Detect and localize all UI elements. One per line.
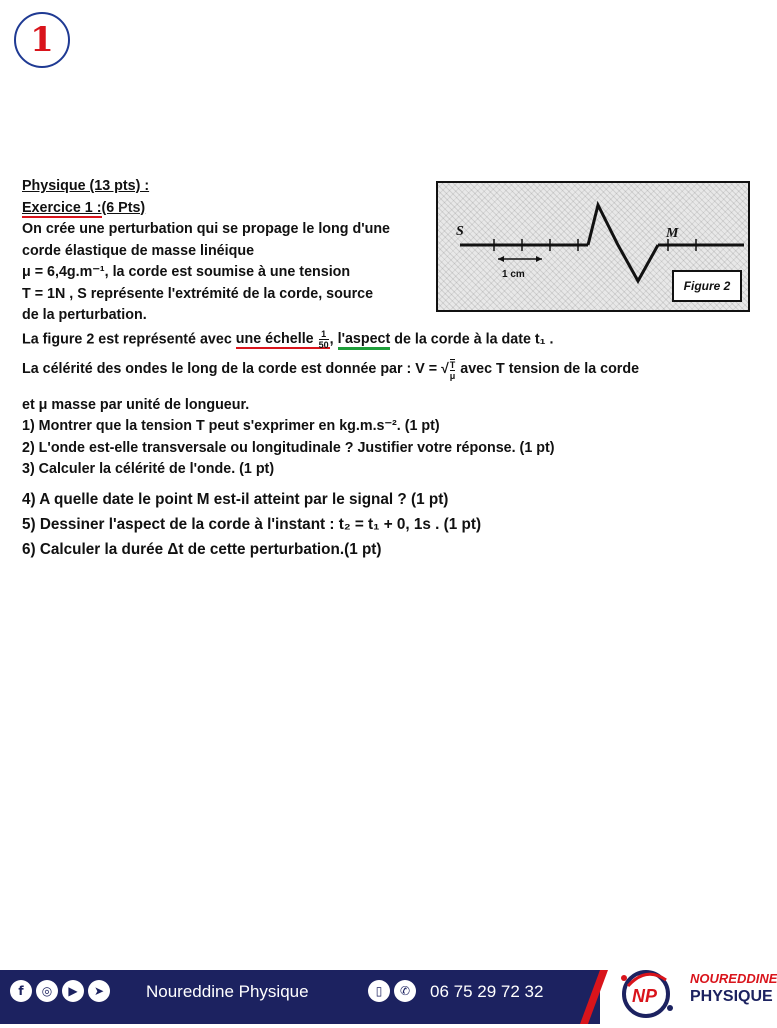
figure-caption: Figure 2 (672, 270, 742, 302)
intro-line: On crée une perturbation qui se propage le long d'une (22, 221, 391, 237)
label-S: S (456, 224, 464, 239)
brand-logo (612, 958, 777, 1024)
intro-line: μ = 6,4g.m⁻¹, la corde est soumise à une tension (22, 264, 351, 280)
svg-text:NP: NP (632, 986, 658, 1006)
page-number: 1 (30, 20, 54, 60)
formula-numerator: T (449, 359, 456, 370)
intro-line: corde élastique de masse linéique (22, 242, 255, 259)
question-item: 3) Calculer la célérité de l'onde. (1 pt) (22, 461, 275, 478)
figure-sentence-sep: , (329, 330, 338, 347)
formula-denominator: μ (449, 370, 456, 381)
label-M: M (666, 226, 679, 241)
celerity-continued: et μ masse par unité de longueur. (22, 396, 250, 413)
footer-stripe (560, 958, 620, 1024)
footer-channel-name: Noureddine Physique (146, 982, 309, 1001)
figure-sentence (22, 329, 742, 351)
logo-emblem-icon (612, 958, 688, 1024)
question-item: 6) Calculer la durée Δt de cette perturbation.(1 pt) (22, 540, 382, 558)
scale-arrow-left-icon (498, 256, 504, 262)
whatsapp-icon[interactable]: ✆ (394, 980, 416, 1002)
social-icons (10, 980, 110, 1002)
scale-numerator: 1 (319, 329, 329, 340)
footer (0, 958, 777, 1024)
celerity-text: La célérité des ondes le long de la corde est donnée par : V = (22, 361, 442, 378)
intro-line: de la perturbation. (22, 307, 147, 323)
scale-denominator: 50 (318, 339, 329, 350)
logo-text (690, 970, 777, 1006)
question-item: 2) L'onde est-elle transversale ou longitudinale ? Justifier votre réponse. (1 pt) (22, 439, 555, 456)
scale-label (235, 328, 330, 350)
footer-phone: 06 75 29 72 32 (430, 982, 544, 1001)
section-title: Physique (13 pts) : (22, 178, 150, 194)
youtube-icon[interactable]: ▶ (62, 980, 84, 1002)
sqrt-icon: √ (441, 360, 449, 377)
figure-2-rope-diagram (436, 181, 750, 312)
logo-line1: NOUREDDINE (690, 971, 777, 986)
telegram-icon[interactable]: ➤ (88, 980, 110, 1002)
celerity-fraction (450, 359, 456, 381)
rope-pulse (588, 205, 658, 281)
question-item: 4) A quelle date le point M est-il atteint par le signal ? (1 pt) (22, 490, 449, 508)
celerity-sentence (22, 358, 742, 381)
exercise-points: (6 Pts) (101, 199, 146, 216)
exercise-label: Exercice 1 : (22, 199, 102, 216)
figure-sentence-start: La figure 2 est représenté avec (22, 330, 236, 347)
facebook-icon[interactable]: f (10, 980, 32, 1002)
instagram-icon[interactable]: ◎ (36, 980, 58, 1002)
scale-label-text: une échelle (235, 330, 314, 347)
aspect-label: l'aspect (338, 331, 391, 350)
contact-icons (368, 980, 416, 1002)
scale-text: 1 cm (502, 269, 525, 280)
phone-icon[interactable]: ▯ (368, 980, 390, 1002)
page-number-badge (14, 12, 70, 68)
question-item: 5) Dessiner l'aspect de la corde à l'instant : t₂ = t₁ + 0, 1s . (1 pt) (22, 515, 482, 533)
question-item: 1) Montrer que la tension T peut s'exprimer en kg.m.s⁻². (1 pt) (22, 418, 440, 435)
scale-arrow-right-icon (536, 256, 542, 262)
celerity-text-end: avec T tension de la corde (456, 361, 640, 378)
scale-fraction (319, 329, 329, 350)
logo-line2: PHYSIQUE (690, 988, 773, 1005)
figure-sentence-end: de la corde à la date t₁ . (390, 330, 554, 347)
intro-line: T = 1N , S représente l'extrémité de la corde, source (22, 285, 374, 302)
